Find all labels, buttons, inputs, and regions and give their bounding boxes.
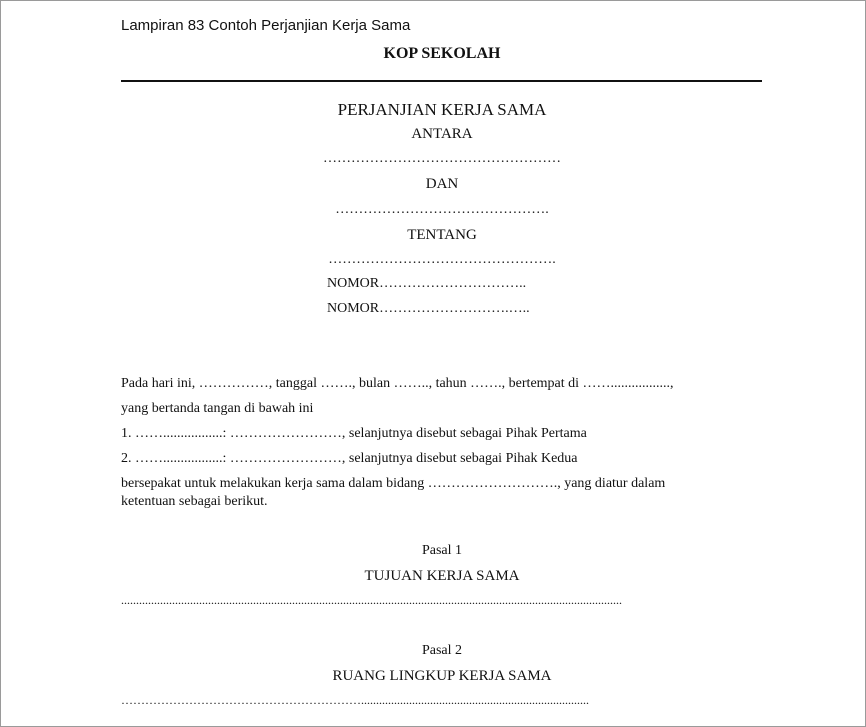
about-label: TENTANG xyxy=(407,227,477,243)
party-b-blank: ………………………………………. xyxy=(335,202,549,217)
article-2-blank: ……………………………………………………............................................................................ xyxy=(121,693,589,707)
party-second-line: 2. …….................: ……………………, selanjutnya disebut sebagai Pihak Kedua xyxy=(121,451,578,466)
number-line-1: NOMOR………………………….. xyxy=(327,276,527,291)
signatories-intro: yang bertanda tangan di bawah ini xyxy=(121,401,314,416)
provisions-line: ketentuan sebagai berikut. xyxy=(121,494,268,509)
and-label: DAN xyxy=(425,176,459,192)
article-1-heading: TUJUAN KERJA SAMA xyxy=(364,568,520,584)
attachment-label: Lampiran 83 Contoh Perjanjian Kerja Sama xyxy=(121,17,411,34)
article-1-number: Pasal 1 xyxy=(421,543,463,558)
party-a-blank: …………………………………………… xyxy=(323,151,561,166)
subject-blank: …………………………………………. xyxy=(328,252,556,267)
article-2-heading: RUANG LINGKUP KERJA SAMA xyxy=(332,668,552,684)
header-divider xyxy=(121,80,762,82)
agreement-field-line: bersepakat untuk melakukan kerja sama dalam bidang ………………………., yang diatur dalam xyxy=(121,476,666,491)
between-label: ANTARA xyxy=(411,126,473,142)
party-first-line: 1. …….................: ……………………, selanjutnya disebut sebagai Pihak Pertama xyxy=(121,426,587,441)
agreement-title: PERJANJIAN KERJA SAMA xyxy=(337,100,547,119)
date-place-line: Pada hari ini, ……………, tanggal ……., bulan …….., tahun ……., bertempat di ……................., xyxy=(121,376,674,391)
school-letterhead: KOP SEKOLAH xyxy=(383,45,501,62)
article-1-blank: ....................................................................................................................................................................... xyxy=(121,593,622,607)
article-2-number: Pasal 2 xyxy=(421,643,463,658)
number-line-2: NOMOR……………………….….. xyxy=(327,301,530,316)
